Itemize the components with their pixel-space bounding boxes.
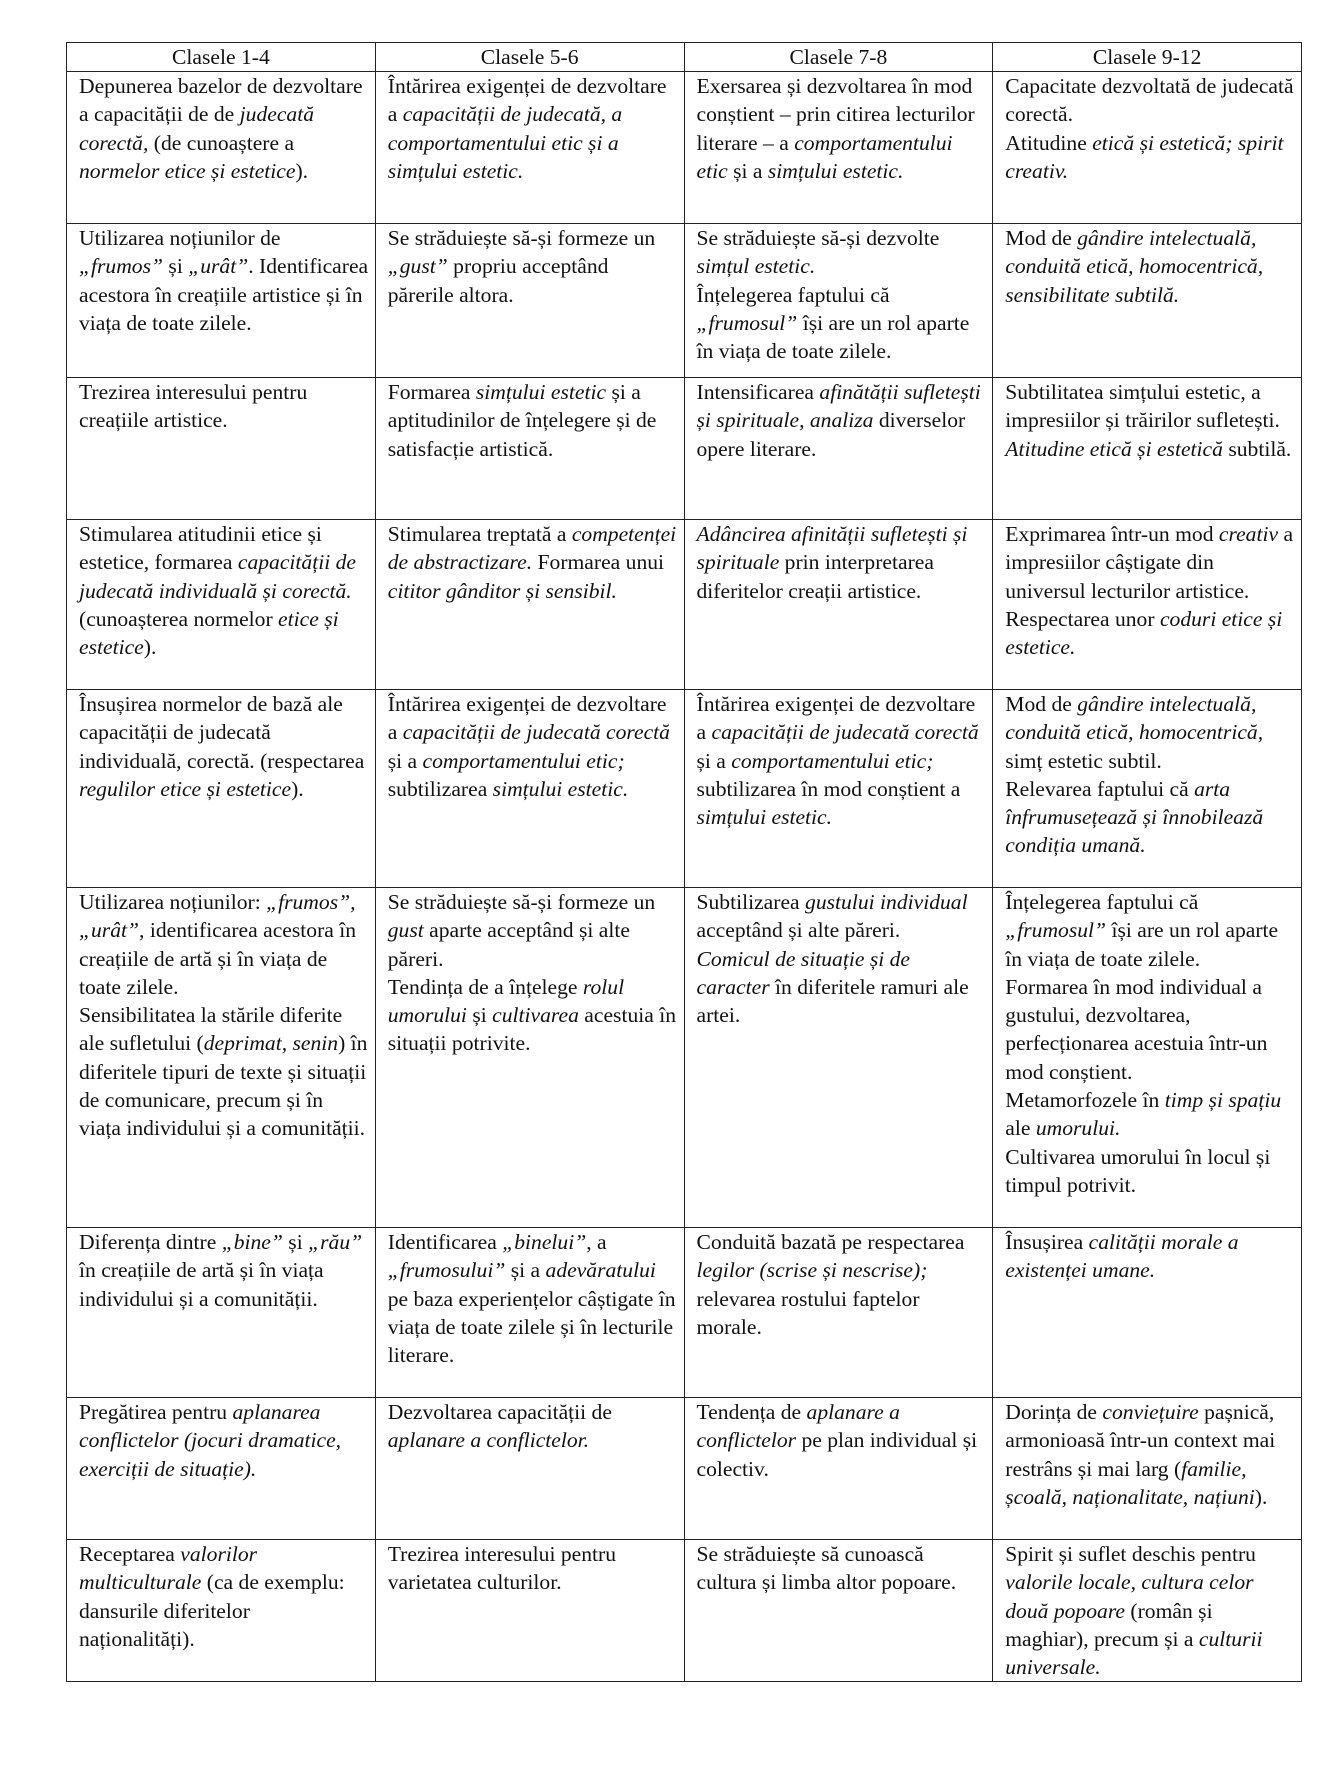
table-cell	[684, 1398, 993, 1540]
cell-text: Tendența de aplanare a conflictelor pe plan individual și colectiv.	[696, 1400, 978, 1481]
table-cell	[67, 1398, 376, 1540]
cell-text: Se străduiește să-și formeze un „gust” propriu acceptând părerile altora.	[387, 226, 656, 307]
cell-text: Intensificarea afinătății sufletești și spirituale, analiza diverselor opere literare.	[696, 380, 981, 461]
cell-text: Formarea simțului estetic și a aptitudinilor de înțelegere și de satisfacție artistică.	[387, 380, 657, 461]
cell-text: Întărirea exigenței de dezvoltare a capacității de judecată corectă și a comportamentului etic; subtilizarea simțului estetic.	[387, 692, 670, 801]
header-grades-1-4: Clasele 1-4	[67, 43, 376, 72]
cell-text: Subtilitatea simțului estetic, a impresiilor și trăirilor sufletești. Atitudine etică și estetică subtilă.	[1005, 380, 1292, 461]
cell-text: Exersarea și dezvoltarea în mod conștient – prin citirea lecturilor literare – a comportamentului etic și a simțului estetic.	[696, 74, 975, 183]
cell-text: Subtilizarea gustului individual acceptând și alte păreri. Comicul de situație și de caracter în diferitele ramuri ale artei.	[696, 890, 969, 1028]
cell-text: Identificarea „binelui”, a „frumosului” și a adevăratului pe baza experiențelor câștigate în viața de toate zilele și în lecturile literare.	[387, 1230, 676, 1368]
table-cell	[684, 1540, 993, 1682]
table-row	[67, 224, 1302, 378]
table-cell	[993, 1398, 1302, 1540]
table-row	[67, 888, 1302, 1228]
cell-text: Se străduiește să-și formeze un gust aparte acceptând și alte păreri. Tendința de a înțelege rolul umorului și cultivarea acestuia în situații potrivite.	[387, 890, 677, 1056]
header-grades-9-12: Clasele 9-12	[993, 43, 1302, 72]
header-row	[67, 43, 1302, 72]
table-cell	[684, 520, 993, 690]
cell-text: Dorința de conviețuire pașnică, armonioasă într-un context mai restrâns și mai larg (familie, școală, naționalitate, națiuni).	[1005, 1400, 1276, 1509]
table-cell	[375, 224, 684, 378]
table-cell	[67, 1228, 376, 1398]
cell-text: Mod de gândire intelectuală, conduită etică, homocentrică, sensibilitate subtilă.	[1005, 226, 1264, 307]
table-cell	[993, 888, 1302, 1228]
cell-text: Însușirea calității morale a existenței umane.	[1005, 1230, 1239, 1283]
table-row	[67, 378, 1302, 520]
cell-text: Receptarea valorilor multiculturale (ca de exemplu: dansurile diferitelor naționalități).	[79, 1542, 345, 1651]
table-cell	[993, 224, 1302, 378]
cell-text: Pregătirea pentru aplanarea conflictelor (jocuri dramatice, exerciții de situație).	[79, 1400, 342, 1481]
table-row	[67, 1540, 1302, 1682]
cell-text: Utilizarea noțiunilor: „frumos”, „urât”, identificarea acestora în creațiile de artă și în viața de toate zilele. Sensibilitatea la stările diferite ale sufletului (deprimat, senin) în diferitele tipuri de texte și situații de comunicare, precum și în viața individului și a comunității.	[79, 890, 368, 1141]
table-cell	[67, 378, 376, 520]
curriculum-table	[66, 42, 1302, 1682]
table-cell	[67, 1540, 376, 1682]
cell-text: Adâncirea afinității sufletești și spirituale prin interpretarea diferitelor creații artistice.	[696, 522, 968, 603]
cell-text: Utilizarea noțiunilor de „frumos” și „urât”. Identificarea acestora în creațiile artistice și în viața de toate zilele.	[79, 226, 369, 335]
table-row	[67, 690, 1302, 888]
table-row	[67, 1228, 1302, 1398]
cell-text: Înțelegerea faptului că „frumosul” își are un rol aparte în viața de toate zilele. Formarea în mod individual a gustului, dezvoltarea, perfecționarea acestuia într-un mod conștient. Metamorfozele în timp și spațiu ale umorului. Cultivarea umorului în locul și timpul potrivit.	[1005, 890, 1282, 1197]
table-cell	[993, 520, 1302, 690]
cell-text: Dezvoltarea capacității de aplanare a conflictelor.	[387, 1400, 612, 1453]
table-cell	[993, 690, 1302, 888]
table-cell	[67, 72, 376, 224]
table-cell	[375, 520, 684, 690]
table-cell	[993, 1540, 1302, 1682]
table-row	[67, 520, 1302, 690]
cell-text: Stimularea treptată a competenței de abstractizare. Formarea unui cititor gânditor și sensibil.	[387, 522, 677, 603]
cell-text: Stimularea atitudinii etice și estetice, formarea capacității de judecată individuală și corectă. (cunoașterea normelor etice și estetice).	[79, 522, 356, 660]
table-cell	[993, 378, 1302, 520]
table-cell	[684, 378, 993, 520]
cell-text: Capacitate dezvoltată de judecată corectă. Atitudine etică și estetică; spirit creativ.	[1005, 74, 1294, 183]
cell-text: Întărirea exigenței de dezvoltare a capacității de judecată corectă și a comportamentului etic; subtilizarea în mod conștient a simțului estetic.	[696, 692, 979, 830]
table-cell	[67, 888, 376, 1228]
table-cell	[375, 378, 684, 520]
cell-text: Conduită bazată pe respectarea legilor (scrise și nescrise); relevarea rostului faptelor morale.	[696, 1230, 965, 1339]
table-cell	[375, 690, 684, 888]
cell-text: Întărirea exigenței de dezvoltare a capacității de judecată, a comportamentului etic și a simțului estetic.	[387, 74, 667, 183]
header-grades-7-8: Clasele 7-8	[684, 43, 993, 72]
cell-text: Mod de gândire intelectuală, conduită etică, homocentrică, simț estetic subtil. Relevarea faptului că arta înfrumusețează și înnobilează condiția umană.	[1005, 692, 1264, 858]
cell-text: Trezirea interesului pentru varietatea culturilor.	[387, 1542, 617, 1595]
table-row	[67, 1398, 1302, 1540]
table-cell	[375, 1228, 684, 1398]
cell-text: Diferența dintre „bine” și „rău” în creațiile de artă și în viața individului și a comunității.	[79, 1230, 363, 1311]
table-cell	[993, 72, 1302, 224]
table-cell	[67, 224, 376, 378]
cell-text: Exprimarea într-un mod creativ a impresiilor câștigate din universul lecturilor artistice. Respectarea unor coduri etice și estetice.	[1005, 522, 1294, 660]
table-cell	[684, 224, 993, 378]
cell-text: Însușirea normelor de bază ale capacității de judecată individuală, corectă. (respectarea regulilor etice și estetice).	[79, 692, 365, 801]
table-cell	[375, 1398, 684, 1540]
table-cell	[993, 1228, 1302, 1398]
table-cell	[67, 520, 376, 690]
table-cell	[684, 690, 993, 888]
cell-text: Depunerea bazelor de dezvoltare a capacității de de judecată corectă, (de cunoaștere a normelor etice și estetice).	[79, 74, 363, 183]
table-cell	[684, 888, 993, 1228]
table-cell	[375, 1540, 684, 1682]
table-row	[67, 72, 1302, 224]
header-grades-5-6: Clasele 5-6	[375, 43, 684, 72]
cell-text: Spirit și suflet deschis pentru valorile locale, cultura celor două popoare (român și maghiar), precum și a culturii universale.	[1005, 1542, 1263, 1680]
table-cell	[684, 72, 993, 224]
cell-text: Trezirea interesului pentru creațiile artistice.	[79, 380, 308, 433]
table-cell	[67, 690, 376, 888]
cell-text: Se străduiește să cunoască cultura și limba altor popoare.	[696, 1542, 957, 1595]
table-cell	[375, 72, 684, 224]
table-cell	[375, 888, 684, 1228]
table-cell	[684, 1228, 993, 1398]
cell-text: Se străduiește să-și dezvolte simțul estetic. Înțelegerea faptului că „frumosul” își are un rol aparte în viața de toate zilele.	[696, 226, 970, 364]
